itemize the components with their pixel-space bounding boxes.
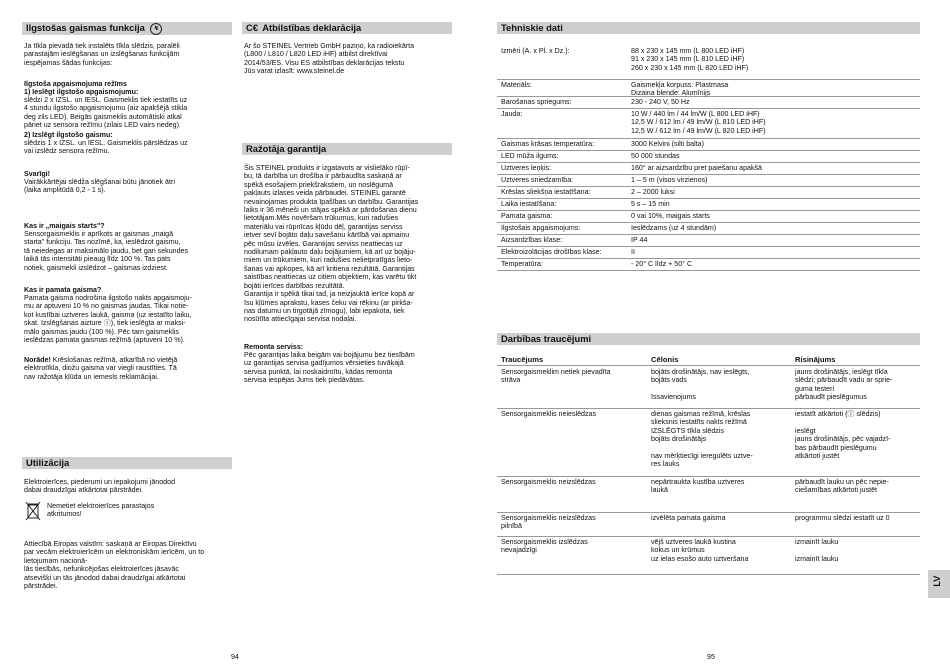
- tech-key: Temperatūra:: [501, 260, 543, 268]
- troubleshooting-row: [497, 409, 920, 477]
- troubleshooting-row: [497, 537, 920, 575]
- tech-key: Izmēri (A. x Pl. x Dz.):: [501, 47, 570, 55]
- on-text: slēdzi 2 x IZSL. un IESL. Gaismeklis tiek iestatīts uz 4 stundu ilgstošo apgaismojumu (aiz apakšējā stikla deg zils LED). Beigās gaismeklis automātiski atkal pāriet uz sensora režīmu (zilais LED vairs nedeg).: [24, 96, 188, 130]
- note-paragraph: [24, 356, 234, 381]
- regime-title: Ilgstoša apgaismojuma režīms: [24, 80, 127, 88]
- crossed-bin-icon: [24, 500, 42, 522]
- tech-value: 160° ar aizsardzību pret paiešanu apakšā: [631, 164, 763, 172]
- tech-value: - 20° C līdz + 50° C: [631, 260, 693, 268]
- troubleshooting-row: [497, 367, 920, 409]
- soft-start-title: Kas ir „maigais starts"?: [24, 222, 105, 230]
- tech-key: Ilgstošais apgaismojums:: [501, 224, 581, 232]
- fault-cell: Sensorgaismeklim netiek pievadīta strāva: [501, 368, 611, 385]
- warranty-text: Šis STEINEL produkts ir izgatavots ar vislielāko rūpī- bu, tā darbība un drošība ir pārbaudīta saskaņā ar spēkā esošajiem priekšrakstiem, un noslēgumā pakļauts izlases veida pārbaudei. STEINEL garantē nevainojamas produkta īpašības un darbību. Garantijas laiks ir 36 mēneši un stājas spēkā ar pārdošanas dienu lietotājam.Mēs novēršam trūkumus, kuri radušies materiālu vai rūpnīcas kļūdu dēļ, garantijas serviss ietver sevī bojāto daļu savešanu kārtībā vai apmaiņu pēc mūsu izvēles. Garantijas serviss neattiecas uz nodilumam pakļauto daļu bojājumiem, kā arī uz bojāju- miem un trūkumiem, kuri radušies nelietpratīgas lieto- šanas vai apkopes, kā arī kritiena rezultātā. Garantijas saistības neattiecas uz citiem objektiem, kas varētu tikt bojāti ierīces darbības rezultātā. Garantija ir spēkā tikai tad, ja neizjauktā ierīce kopā ar īsu kļūmes aprakstu, kases čeku vai rēķinu (ar pirkša- nas datumu un tirgotājā zīmogu), labi iepakota, tiek nosūtīta attiecīgajai servisa nodaļai.: [244, 164, 419, 324]
- tech-row: [497, 151, 920, 163]
- col-header-cause: Cēlonis: [651, 355, 679, 364]
- fault-cell: Sensorgaismeklis izslēdzas nevajadzīgi: [501, 538, 588, 555]
- tech-row: [497, 46, 920, 80]
- important-text: Vairākkārtējai slēdža slēgšanai būtu jānotiek ātri (laika amplitūdā 0,2 - 1 s).: [24, 178, 175, 195]
- cause-cell: nepārtraukta kustība uztveres laukā: [651, 478, 745, 495]
- fault-cell: Sensorgaismeklis neizslēdzas pilnībā: [501, 514, 596, 531]
- cause-cell: izvēlēta pamata gaisma: [651, 514, 726, 522]
- off-title: 2) Izslēgt ilgstošo gaismu:: [24, 131, 113, 139]
- tech-value: II: [631, 248, 635, 256]
- section-heading-conformity: [242, 22, 452, 34]
- base-light-text: Pamata gaisma nodrošina ilgstošo nakts apgaismoju- mu ar aptuveni 10 % no gaismas jaudas. Tikai notie- kot kustībai uztveres laukā, gaisma (uz iestatīto laiku, skat. Izslēgšanas aizture ⓣ), tiek ieslēgta ar maksi- mālo gaismas jaudu (100 %). Pēc tam gaismeklis ieslēdzas pamata gaismas režīmā (aptuveni 10 %).: [24, 294, 192, 345]
- tech-row: [497, 97, 920, 109]
- tech-key: Krēslas sliekšņa iestatīšana:: [501, 188, 591, 196]
- conformity-text: Ar šo STEINEL Vertrieb GmbH paziņo, ka radioiekārta (L800 / L810 / L820 LED iHF) atbilst direktīvai 2014/53/ES. Visu ES atbilstības deklarācijas tekstu Jūs varat izlasīt: www.steinel.de: [244, 42, 415, 76]
- tech-key: Uztveres sniedzamība:: [501, 176, 574, 184]
- tech-value: 88 x 230 x 145 mm (L 800 LED iHF) 91 x 230 x 145 mm (L 810 LED iHF) 260 x 230 x 145 mm (L 820 LED iHF): [631, 47, 749, 72]
- tech-value: 2 – 2000 luksi: [631, 188, 675, 196]
- section-heading-warranty: [242, 143, 452, 155]
- tech-row: [497, 235, 920, 247]
- section-heading-tech-data: [497, 22, 920, 34]
- tech-key: Gaismas krāsas temperatūra:: [501, 140, 595, 148]
- disposal-text: Elektroierīces, piederumi un iepakojumi jānodod dabai draudzīgai atkārtotai pārstrādei.: [24, 478, 176, 495]
- tech-key: Jauda:: [501, 110, 523, 118]
- ce-mark-icon: C€: [246, 22, 258, 33]
- tech-key: Aizsardzības klase:: [501, 236, 563, 244]
- tech-row: [497, 211, 920, 223]
- section-heading-disposal: [22, 457, 232, 469]
- section-heading-permanent-light: [22, 22, 232, 35]
- tech-row: [497, 259, 920, 271]
- tech-value: 3000 Kelvini (silti balta): [631, 140, 704, 148]
- on-title: 1) Ieslēgt ilgstošo apgaismojumu:: [24, 88, 139, 96]
- col-header-remedy: Risinājums: [795, 355, 836, 364]
- tech-row: [497, 187, 920, 199]
- tech-key: Barošanas spriegums:: [501, 98, 572, 106]
- service-text: Pēc garantijas laika beigām vai bojājumu bez tiesībām uz garantijas servisa gadījumos vērsieties tuvākajā servisa punktā, lai noskaidroītu, kādas remonta servisa iespējas Jums tiek piedāvātas.: [244, 351, 415, 385]
- tech-row: [497, 109, 920, 139]
- off-text: slēdzis 1 x IZSL. un IESL. Gaismeklis pārslēdzas uz vai izslēdz sensora režīmu.: [24, 139, 188, 156]
- cause-cell: vējš uztveres laukā kustina kokus un krūmus uz ielas esošo auto uztveršana: [651, 538, 749, 563]
- troubleshooting-row: [497, 513, 920, 537]
- heading-text: Ražotāja garantija: [246, 143, 327, 154]
- note-text: Krēslošanas režīmā, atkarībā no vietējā elektrotīkla, diožu gaisma var viegli raustīties. Tā nav ražotāja kļūda un iemesls reklamācijai.: [24, 356, 178, 381]
- tech-value: 230 - 240 V, 50 Hz: [631, 98, 690, 106]
- bin-text: Nemetiet elektroierīces parastajos atkritumos!: [47, 502, 155, 519]
- tech-row: [497, 80, 920, 97]
- function-intro: Ja tīkla pievadā tiek instalēts tīkla slēdzis, paralēli parastajām ieslēgšanas un izslēgšanas funkcijām iespējamas šādas funkcijas:: [24, 42, 180, 67]
- service-title: Remonta serviss:: [244, 343, 304, 351]
- cause-cell: bojāts drošinātājs, nav ieslēgts, bojāts vads īssavienojums: [651, 368, 750, 402]
- heading-text: Utilizācija: [26, 457, 70, 468]
- heading-text: Ilgstošas gaismas funkcija: [26, 22, 145, 33]
- col-header-fault: Traucējums: [501, 355, 544, 364]
- remedy-cell: iestatīt atkārtoti (ⓛ slēdzis) ieslēgt jauns drošinātājs, pēc vajadzī- bas pārbaudīt pieslēgumu atkārtoti justēt: [795, 410, 891, 461]
- base-light-title: Kas ir pamata gaisma?: [24, 286, 102, 294]
- language-tab-label: LV: [932, 575, 943, 587]
- heading-text: Darbības traucējumi: [501, 333, 592, 344]
- note-lead: Norāde!: [24, 356, 51, 364]
- tech-value: 0 vai 10%, maigais starts: [631, 212, 710, 220]
- eu-disposal-text: Attiecībā Eiropas valstīm: saskaņā ar Eiropas Direktīvu par vecām elektroierīcēm un elektroniskām ierīcēm, un to lietojumam nacionā- lās tiesībās, nefunkcējošas elektroierīces jāsavāc atsevišķi un tās jānodod dabai draudzīgai atkārtotai pārstrādei.: [24, 540, 205, 591]
- tech-value: 50 000 stundas: [631, 152, 680, 160]
- tech-value: IP 44: [631, 236, 648, 244]
- tech-value: Gaismekļa korpuss: Plastmasa Dizaina blende: Alumīnijs: [631, 81, 729, 98]
- light-mode-icon: ↯: [150, 23, 162, 35]
- section-heading-troubleshooting: [497, 333, 920, 345]
- remedy-cell: izmainīt lauku izmainīt lauku: [795, 538, 839, 563]
- tech-value: Ieslēdzams (uz 4 stundām): [631, 224, 717, 232]
- tech-key: Pamata gaisma:: [501, 212, 553, 220]
- troubleshooting-header-row: [497, 355, 920, 366]
- tech-row: [497, 199, 920, 211]
- heading-text: Tehniskie dati: [501, 22, 563, 33]
- tech-row: [497, 223, 920, 235]
- page-number-left: 94: [231, 653, 239, 661]
- tech-row: [497, 139, 920, 151]
- important-title: Svarīgi!: [24, 170, 51, 178]
- tech-key: Materiāls:: [501, 81, 532, 89]
- page-number-right: 95: [707, 653, 715, 661]
- tech-key: Uztveres leņķis:: [501, 164, 552, 172]
- fault-cell: Sensorgaismeklis neieslēdzas: [501, 410, 597, 418]
- tech-row: [497, 175, 920, 187]
- troubleshooting-table: [497, 355, 920, 575]
- tech-key: LED mūža ilgums:: [501, 152, 559, 160]
- soft-start-text: Sensorgaismeklis ir aprīkots ar gaismas „maigā starta" funkciju. Tas nozīmē, ka, ieslēdzot gaismu, tā neiedegas ar maksimālo jaudu, bet gan sekundes laikā tās intensitāti pieaug līdz 100 %. Tas pats notiek, gaismekli izslēdzot – gaismas izdziest.: [24, 230, 189, 272]
- troubleshooting-row: [497, 477, 920, 513]
- heading-text: Atbilstības deklarācija: [262, 22, 362, 33]
- tech-value: 10 W / 440 lm / 44 lm/W (L 800 LED iHF) 12,5 W / 612 lm / 49 lm/W (L 810 LED iHF) 12,5 W / 612 lm / 49 lm/W (L 820 LED iHF): [631, 110, 766, 135]
- remedy-cell: jauns drošinātājs, ieslēgt tīkla slēdzi; pārbaudīt vadu ar sprie- guma testeri pārbaudīt pieslēgumus: [795, 368, 893, 402]
- tech-data-table: [497, 46, 920, 286]
- tech-row: [497, 163, 920, 175]
- cause-cell: dienas gaismas režīmā, krēslas slieksnis iestatīts nakts režīmā IZSLĒGTS tīkla slēdzis bojāts drošinātājs nav mērķtiecīgi ieregulēts uztve- res lauks: [651, 410, 753, 469]
- remedy-cell: programmu slēdzi iestatīt uz 0: [795, 514, 890, 522]
- fault-cell: Sensorgaismeklis neizslēdzas: [501, 478, 596, 486]
- tech-value: 5 s – 15 min: [631, 200, 670, 208]
- language-tab: [928, 570, 950, 598]
- tech-key: Elektroizolācijas drošības klase:: [501, 248, 602, 256]
- tech-value: 1 – 5 m (visos virzienos): [631, 176, 708, 184]
- tech-key: Laika iestatīšana:: [501, 200, 557, 208]
- remedy-cell: pārbaudīt lauku un pēc nepie- ciešamības atkārtoti justēt: [795, 478, 889, 495]
- tech-row: [497, 247, 920, 259]
